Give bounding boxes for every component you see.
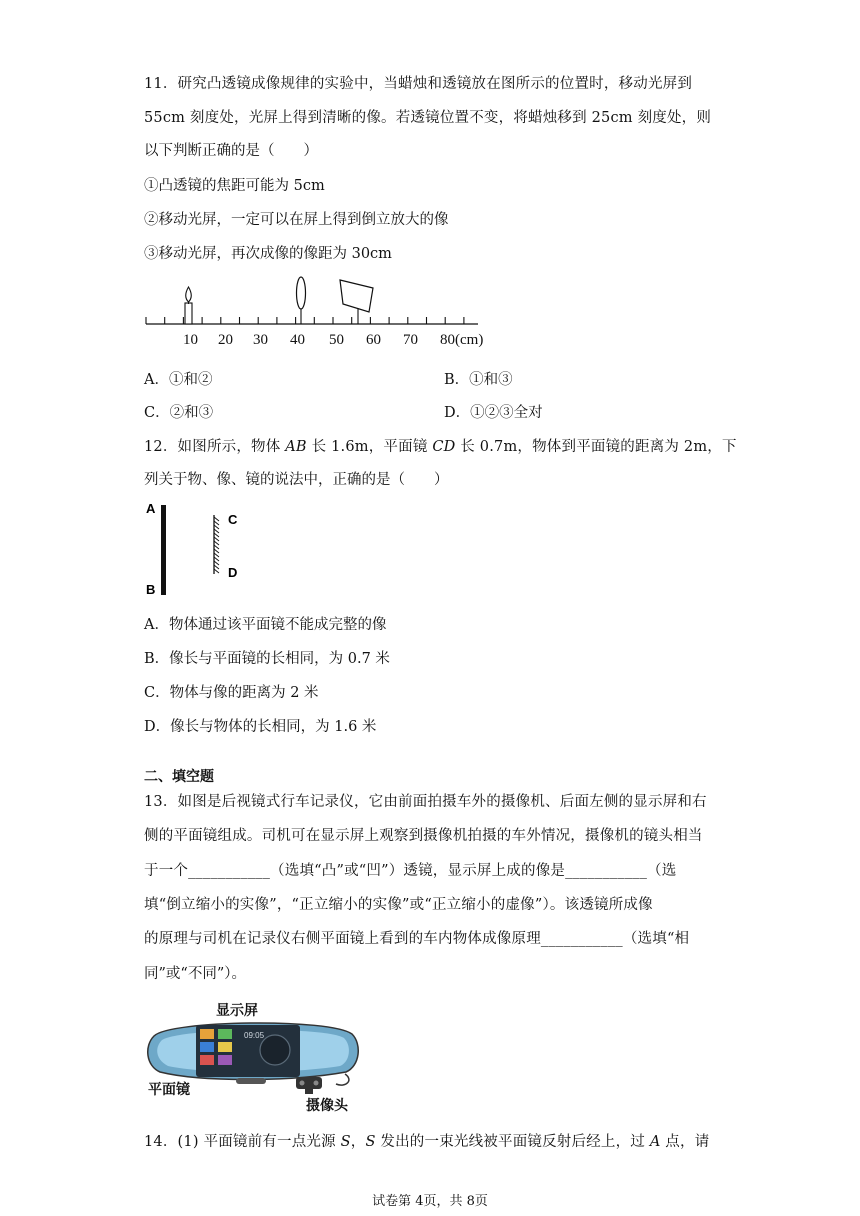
q13-line-2: 侧的平面镜组成。司机可在显示屏上观察到摄像机拍摄的车外情况，摄像机的镜头相当 [144, 828, 703, 844]
mirror-hatch [214, 529, 219, 533]
q11-option-a: A．①和② [144, 372, 213, 388]
page-footer: 试卷第 4页，共 8页 [372, 1194, 488, 1209]
label-a: A [146, 501, 156, 516]
optical-bench-figure [140, 270, 510, 355]
q13-line-1: 13．如图是后视镜式行车记录仪，它由前面拍摄车外的摄像机、后面左侧的显示屏和右 [144, 794, 707, 810]
candle-icon [185, 287, 192, 324]
q12-line-2: 列关于物、像、镜的说法中，正确的是（ ） [144, 472, 449, 488]
mirror-hatch [214, 525, 219, 529]
mirror-hatch [214, 537, 219, 541]
label-camera: 摄像头 [306, 1097, 348, 1113]
mirror-hatch [214, 569, 219, 573]
q11-line-1: 11．研究凸透镜成像规律的实验中，当蜡烛和透镜放在图所示的位置时，移动光屏到 [144, 76, 693, 92]
q11-option-b: B．①和③ [444, 372, 513, 388]
q12-option-d: D．像长与物体的长相同，为 1.6 米 [144, 719, 377, 735]
q12-option-c: C．物体与像的距离为 2 米 [144, 685, 319, 701]
label-c: C [228, 512, 238, 527]
dashcam-mirror-figure [140, 998, 370, 1113]
object-ab-bar [161, 505, 166, 595]
mirror-hatch [214, 517, 219, 521]
scale-label: 20 [218, 332, 233, 348]
q12-line-1: 12．如图所示，物体 AB 长 1.6m，平面镜 CD 长 0.7m，物体到平面镜的距离为 2m，下 [144, 439, 737, 455]
scale-label: 50 [329, 332, 344, 348]
q13-line-6: 同”或“不同”）。 [144, 966, 246, 982]
q12-option-b: B．像长与平面镜的长相同，为 0.7 米 [144, 651, 390, 667]
scale-label: 60 [366, 332, 381, 348]
label-b: B [146, 582, 156, 597]
q11-option-c: C．②和③ [144, 405, 214, 421]
scale-label: 80(cm) [440, 332, 484, 348]
scale-label: 70 [403, 332, 418, 348]
scale-label: 10 [183, 332, 198, 348]
q11-option-d: D．①②③全对 [444, 405, 543, 421]
q14-line-1: 14．(1) 平面镜前有一点光源 S，S 发出的一束光线被平面镜反射后经上，过 A 点，请 [144, 1134, 710, 1150]
mirror-hatch [214, 545, 219, 549]
q11-line-3: 以下判断正确的是（ ） [144, 143, 318, 159]
mirror-hatch [214, 565, 219, 569]
object-mirror-figure [140, 498, 260, 598]
section-title-fill-in: 二、填空题 [144, 769, 214, 785]
q11-statement-3: ③移动光屏，再次成像的像距为 30cm [144, 246, 392, 262]
mirror-hatch [214, 561, 219, 565]
mirror-hatch [214, 521, 219, 525]
label-plane-mirror: 平面镜 [148, 1081, 190, 1097]
svg-text:09:05: 09:05 [244, 1031, 265, 1040]
q11-statement-1: ①凸透镜的焦距可能为 5cm [144, 178, 325, 194]
mirror-hatch [214, 553, 219, 557]
object-ab-label: AB [285, 439, 307, 455]
mirror-cd-label: CD [432, 439, 456, 455]
q13-line-4: 填“倒立缩小的实像”，“正立缩小的实像”或“正立缩小的虚像”）。该透镜所成像 [144, 897, 653, 913]
rear-camera-icon [296, 1074, 349, 1094]
light-screen-icon [340, 280, 373, 324]
mirror-hatch [214, 533, 219, 537]
q13-line-3: 于一个___________（选填“凸”或“凹”）透镜，显示屏上成的像是___________（选 [144, 863, 677, 879]
q13-line-5: 的原理与司机在记录仪右侧平面镜上看到的车内物体成像原理___________（选填“相 [144, 931, 690, 947]
scale-label: 40 [290, 332, 305, 348]
q11-statement-2: ②移动光屏，一定可以在屏上得到倒立放大的像 [144, 212, 449, 228]
label-display-screen: 显示屏 [216, 1002, 258, 1018]
label-d: D [228, 565, 238, 580]
q11-line-2: 55cm 刻度处，光屏上得到清晰的像。若透镜位置不变，将蜡烛移到 25cm 刻度处，则 [144, 110, 712, 126]
plane-mirror-icon [214, 515, 219, 574]
scale-label: 30 [253, 332, 268, 348]
mirror-hatch [214, 557, 219, 561]
convex-lens-icon [297, 277, 306, 324]
mirror-hatch [214, 549, 219, 553]
q12-option-a: A．物体通过该平面镜不能成完整的像 [144, 617, 387, 633]
mirror-hatch [214, 541, 219, 545]
